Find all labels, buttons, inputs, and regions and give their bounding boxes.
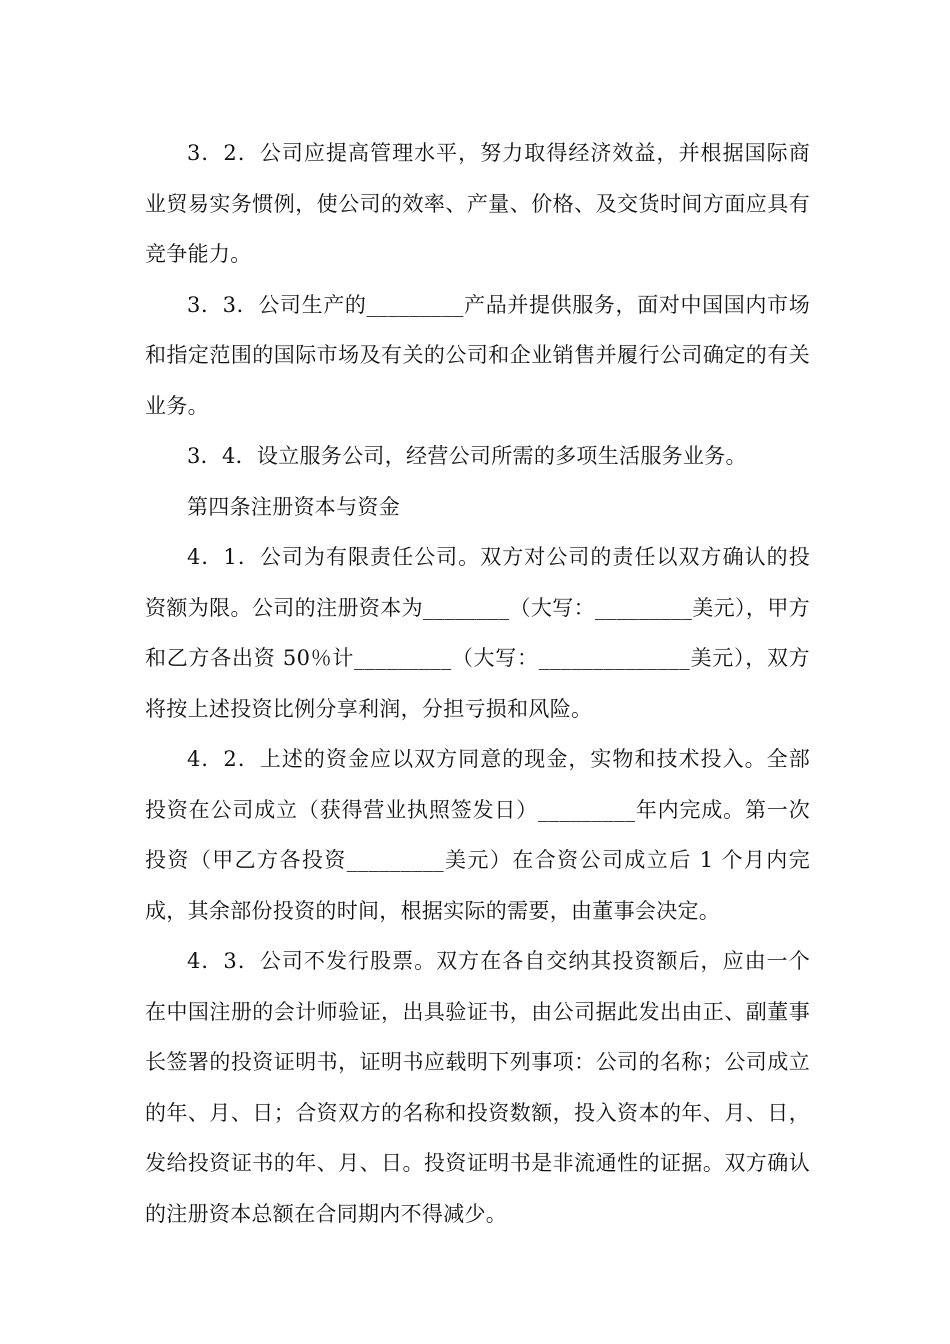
clause-4-3: 4．3．公司不发行股票。双方在各自交纳其投资额后，应由一个在中国注册的会计师验证，出具验证书，由公司据此发出由正、副董事长签署的投资证明书，证明书应载明下列事项：公司的名称；公司成立的年、月、日；合资双方的名称和投资数额，投入资本的年、月、日，发给投资证书的年、月、日。投资证明书是非流通性的证据。双方确认的注册资本总额在合同期内不得减少。 bbox=[145, 949, 810, 1226]
clause-4-1: 4．1．公司为有限责任公司。双方对公司的责任以双方确认的投资额为限。公司的注册资本为________（大写：_________美元），甲方和乙方各出资 50％计_________（大写：______________美元），双方将按上述投资比例分享利润，分担亏损和风险。 bbox=[145, 545, 810, 721]
article-4-heading: 第四条注册资本与资金 bbox=[187, 494, 400, 519]
clause-3-4: 3．4．设立服务公司，经营公司所需的多项生活服务业务。 bbox=[187, 444, 747, 468]
clause-4-2: 4．2．上述的资金应以双方同意的现金，实物和技术投入。全部投资在公司成立（获得营业执照签发日）_________年内完成。第一次投资（甲乙方各投资_________美元）在合资公司成立后 1 个月内完成，其余部份投资的时间，根据实际的需要，由董事会决定。 bbox=[145, 747, 810, 923]
clause-3-3: 3．3．公司生产的_________产品并提供服务，面对中国国内市场和指定范围的国际市场及有关的公司和企业销售并履行公司确定的有关业务。 bbox=[145, 292, 810, 418]
clause-3-2: 3．2．公司应提高管理水平，努力取得经济效益，并根据国际商业贸易实务惯例，使公司的效率、产量、价格、及交货时间方面应具有竞争能力。 bbox=[145, 141, 810, 266]
